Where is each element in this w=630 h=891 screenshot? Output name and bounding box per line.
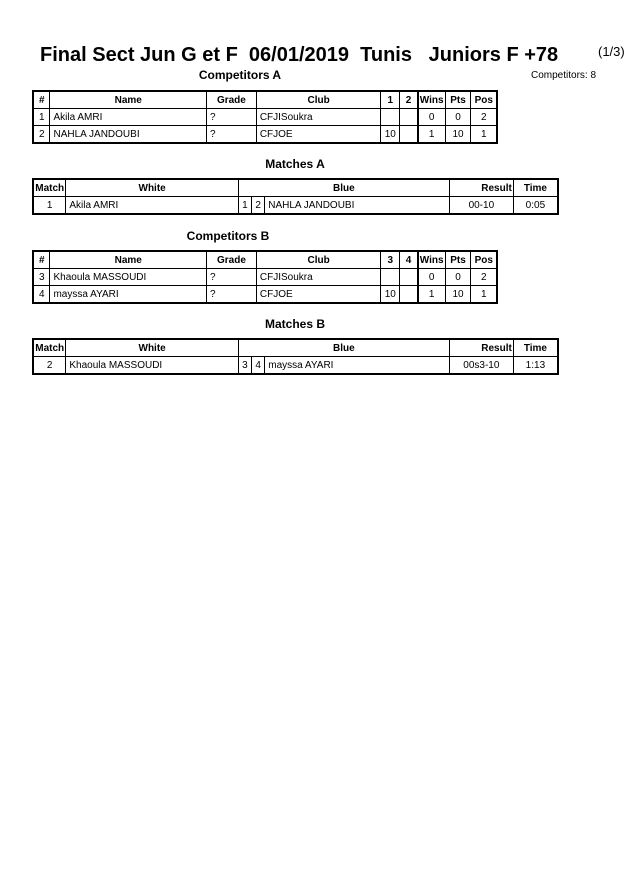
blue-number: 4	[252, 357, 265, 375]
competitor-grade: ?	[206, 126, 256, 144]
col-header: Wins	[418, 91, 445, 109]
matches-b-table	[32, 338, 559, 375]
blue-competitor: mayssa AYARI	[265, 357, 450, 375]
points-cell: 10	[445, 126, 471, 144]
competitors-count: Competitors: 8	[531, 70, 597, 81]
score-cell	[400, 126, 418, 144]
col-header: White	[66, 339, 238, 357]
score-cell	[381, 269, 400, 286]
score-cell: 10	[381, 126, 400, 144]
table-row	[33, 269, 497, 286]
competitor-name: mayssa AYARI	[50, 286, 207, 304]
position-cell: 1	[471, 286, 497, 304]
col-header: Pos	[471, 91, 497, 109]
col-header: Blue	[238, 339, 449, 357]
col-header: 4	[400, 251, 418, 269]
position-cell: 2	[471, 109, 497, 126]
table-header-row	[33, 91, 497, 109]
col-header: White	[66, 179, 238, 197]
col-header: 2	[400, 91, 418, 109]
table-row	[33, 126, 497, 144]
col-header: Time	[513, 339, 558, 357]
position-cell: 2	[471, 269, 497, 286]
match-number: 2	[33, 357, 66, 375]
wins-cell: 1	[418, 286, 445, 304]
competitors-a-table	[32, 90, 498, 144]
competitor-club: CFJOE	[256, 286, 380, 304]
table-header-row	[33, 339, 558, 357]
competitor-number: 1	[33, 109, 50, 126]
col-header: Pos	[471, 251, 497, 269]
table-header-row	[33, 251, 497, 269]
white-number: 1	[238, 197, 251, 215]
competitor-club: CFJISoukra	[256, 109, 381, 126]
competitor-number: 4	[33, 286, 50, 304]
col-header: Name	[50, 251, 207, 269]
table-row	[33, 357, 558, 375]
white-competitor: Khaoula MASSOUDI	[66, 357, 238, 375]
col-header: Time	[513, 179, 558, 197]
score-cell	[381, 109, 400, 126]
competitor-grade: ?	[206, 109, 256, 126]
competitor-number: 3	[33, 269, 50, 286]
col-header: Name	[50, 91, 207, 109]
score-cell	[400, 286, 418, 304]
competitor-grade: ?	[207, 286, 257, 304]
page-number: (1/3)	[598, 44, 625, 59]
col-header: 3	[381, 251, 400, 269]
points-cell: 10	[445, 286, 471, 304]
table-row	[33, 109, 497, 126]
wins-cell: 0	[418, 269, 445, 286]
col-header: Pts	[445, 251, 471, 269]
points-cell: 0	[445, 109, 471, 126]
col-header: Wins	[418, 251, 445, 269]
wins-cell: 1	[418, 126, 445, 144]
competitors-b-table	[32, 250, 498, 304]
table-header-row	[33, 179, 558, 197]
col-header: Blue	[238, 179, 449, 197]
blue-number: 2	[252, 197, 265, 215]
blue-competitor: NAHLA JANDOUBI	[265, 197, 450, 215]
matches-a-title: Matches A	[265, 157, 325, 171]
col-header: Club	[256, 251, 380, 269]
match-time: 1:13	[513, 357, 558, 375]
matches-a-table	[32, 178, 559, 215]
match-number: 1	[33, 197, 66, 215]
position-cell: 1	[471, 126, 497, 144]
table-row	[33, 197, 558, 215]
col-header: Match	[33, 339, 66, 357]
col-header: Result	[449, 339, 513, 357]
white-number: 3	[238, 357, 251, 375]
points-cell: 0	[445, 269, 471, 286]
col-header: 1	[381, 91, 400, 109]
col-header: #	[33, 91, 50, 109]
match-time: 0:05	[513, 197, 558, 215]
matches-b-title: Matches B	[264, 317, 326, 331]
competitor-name: Akila AMRI	[50, 109, 207, 126]
white-competitor: Akila AMRI	[66, 197, 238, 215]
competitor-club: CFJISoukra	[256, 269, 380, 286]
col-header: Match	[33, 179, 66, 197]
col-header: Result	[449, 179, 513, 197]
col-header: Grade	[207, 251, 257, 269]
competitor-number: 2	[33, 126, 50, 144]
col-header: #	[33, 251, 50, 269]
competitor-name: NAHLA JANDOUBI	[50, 126, 207, 144]
competitor-club: CFJOE	[256, 126, 381, 144]
wins-cell: 0	[418, 109, 445, 126]
col-header: Club	[256, 91, 381, 109]
col-header: Pts	[445, 91, 471, 109]
table-row	[33, 286, 497, 304]
page-title: Final Sect Jun G et F 06/01/2019 Tunis Juniors F +78	[40, 44, 559, 66]
competitor-name: Khaoula MASSOUDI	[50, 269, 207, 286]
competitor-grade: ?	[207, 269, 257, 286]
match-result: 00s3-10	[449, 357, 513, 375]
score-cell	[400, 269, 418, 286]
competitors-b-title: Competitors B	[186, 229, 270, 243]
col-header: Grade	[206, 91, 256, 109]
competitors-a-title: Competitors A	[198, 68, 282, 82]
score-cell: 10	[381, 286, 400, 304]
match-result: 00-10	[449, 197, 513, 215]
score-cell	[400, 109, 418, 126]
